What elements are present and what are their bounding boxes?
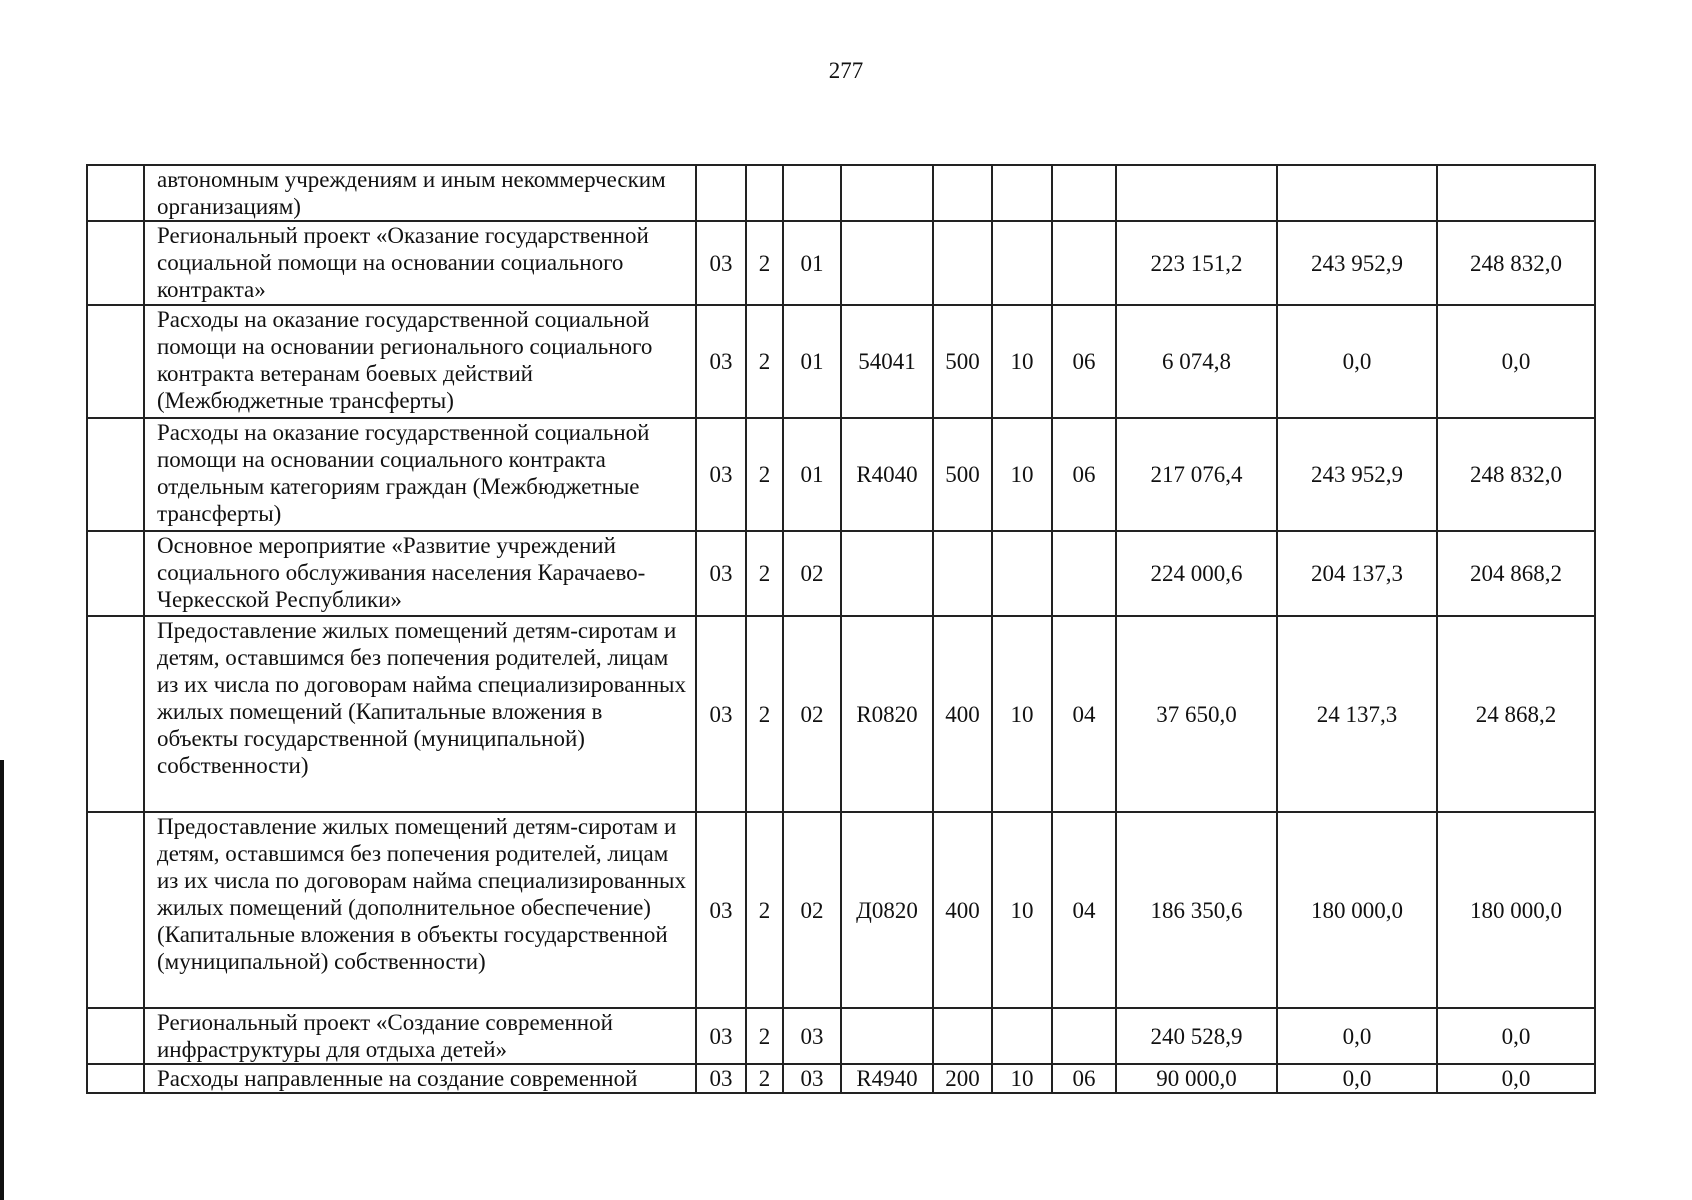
row-number-cell <box>87 531 144 616</box>
code-subsection <box>1052 221 1116 305</box>
amount-year-2 <box>1277 165 1437 221</box>
code-subsection: 06 <box>1052 418 1116 531</box>
code-subprogram: 2 <box>746 616 783 812</box>
code-direction <box>841 165 933 221</box>
table-row <box>87 616 1595 812</box>
code-subsection <box>1052 531 1116 616</box>
amount-year-3: 204 868,2 <box>1437 531 1595 616</box>
code-program: 03 <box>696 1008 746 1064</box>
code-event: 01 <box>783 221 841 305</box>
amount-year-1: 217 076,4 <box>1116 418 1277 531</box>
code-subprogram: 2 <box>746 221 783 305</box>
amount-year-3: 24 868,2 <box>1437 616 1595 812</box>
row-description: Расходы направленные на создание современной <box>144 1064 696 1093</box>
code-direction <box>841 1008 933 1064</box>
amount-year-2: 180 000,0 <box>1277 812 1437 1008</box>
table-row <box>87 418 1595 531</box>
amount-year-3: 0,0 <box>1437 1064 1595 1093</box>
code-program: 03 <box>696 418 746 531</box>
code-event: 01 <box>783 418 841 531</box>
row-number-cell <box>87 418 144 531</box>
code-expense-type: 400 <box>933 616 992 812</box>
code-direction <box>841 531 933 616</box>
code-subsection: 06 <box>1052 305 1116 418</box>
code-direction: Д0820 <box>841 812 933 1008</box>
code-subsection: 04 <box>1052 812 1116 1008</box>
scan-edge-line <box>0 760 4 1200</box>
table-row <box>87 305 1595 418</box>
code-subsection <box>1052 1008 1116 1064</box>
amount-year-2: 243 952,9 <box>1277 418 1437 531</box>
row-description: Региональный проект «Оказание государственной социальной помощи на основании социального контракта» <box>144 221 696 305</box>
amount-year-3: 0,0 <box>1437 305 1595 418</box>
amount-year-3: 180 000,0 <box>1437 812 1595 1008</box>
code-program: 03 <box>696 812 746 1008</box>
code-event <box>783 165 841 221</box>
code-program: 03 <box>696 616 746 812</box>
row-number-cell <box>87 221 144 305</box>
row-number-cell <box>87 305 144 418</box>
code-section: 10 <box>992 418 1052 531</box>
code-program: 03 <box>696 305 746 418</box>
code-subsection: 06 <box>1052 1064 1116 1093</box>
row-description: автономным учреждениям и иным некоммерческим организациям) <box>144 165 696 221</box>
row-number-cell <box>87 1064 144 1093</box>
amount-year-3: 248 832,0 <box>1437 221 1595 305</box>
amount-year-3 <box>1437 165 1595 221</box>
amount-year-3: 0,0 <box>1437 1008 1595 1064</box>
code-event: 01 <box>783 305 841 418</box>
code-section <box>992 221 1052 305</box>
code-section <box>992 531 1052 616</box>
code-subsection <box>1052 165 1116 221</box>
table-row <box>87 531 1595 616</box>
code-program: 03 <box>696 531 746 616</box>
amount-year-3: 248 832,0 <box>1437 418 1595 531</box>
amount-year-2: 0,0 <box>1277 1064 1437 1093</box>
code-expense-type <box>933 165 992 221</box>
code-expense-type: 500 <box>933 418 992 531</box>
amount-year-1: 240 528,9 <box>1116 1008 1277 1064</box>
row-number-cell <box>87 812 144 1008</box>
code-event: 03 <box>783 1008 841 1064</box>
code-section: 10 <box>992 1064 1052 1093</box>
amount-year-2: 0,0 <box>1277 305 1437 418</box>
code-direction: R4940 <box>841 1064 933 1093</box>
amount-year-1: 186 350,6 <box>1116 812 1277 1008</box>
budget-table <box>86 164 1596 1094</box>
table-row <box>87 1064 1595 1093</box>
code-expense-type: 500 <box>933 305 992 418</box>
code-subprogram: 2 <box>746 1008 783 1064</box>
code-subprogram: 2 <box>746 812 783 1008</box>
row-number-cell <box>87 616 144 812</box>
code-expense-type: 400 <box>933 812 992 1008</box>
code-subprogram: 2 <box>746 531 783 616</box>
code-event: 02 <box>783 531 841 616</box>
row-description: Расходы на оказание государственной социальной помощи на основании регионального социального контракта ветеранам боевых действий (Межбюджетные трансферты) <box>144 305 696 418</box>
table-row <box>87 221 1595 305</box>
amount-year-2: 204 137,3 <box>1277 531 1437 616</box>
table-body <box>87 165 1595 1093</box>
code-program: 03 <box>696 1064 746 1093</box>
row-description: Расходы на оказание государственной социальной помощи на основании социального контракта отдельным категориям граждан (Межбюджетные трансферты) <box>144 418 696 531</box>
amount-year-2: 0,0 <box>1277 1008 1437 1064</box>
row-description: Региональный проект «Создание современной инфраструктуры для отдыха детей» <box>144 1008 696 1064</box>
code-expense-type <box>933 1008 992 1064</box>
code-direction: R0820 <box>841 616 933 812</box>
code-section <box>992 165 1052 221</box>
amount-year-2: 24 137,3 <box>1277 616 1437 812</box>
code-subprogram: 2 <box>746 305 783 418</box>
code-subprogram: 2 <box>746 418 783 531</box>
code-program <box>696 165 746 221</box>
code-section: 10 <box>992 305 1052 418</box>
amount-year-1 <box>1116 165 1277 221</box>
row-description: Предоставление жилых помещений детям-сиротам и детям, оставшимся без попечения родителей, лицам из их числа по договорам найма специализированных жилых помещений (Капитальные вложения в объекты государственной (муниципальной) собственности) <box>144 616 696 812</box>
code-direction: 54041 <box>841 305 933 418</box>
code-expense-type <box>933 221 992 305</box>
row-number-cell <box>87 1008 144 1064</box>
row-number-cell <box>87 165 144 221</box>
table-row <box>87 812 1595 1008</box>
code-section: 10 <box>992 812 1052 1008</box>
row-description: Предоставление жилых помещений детям-сиротам и детям, оставшимся без попечения родителей, лицам из их числа по договорам найма специализированных жилых помещений (дополнительное обеспечение) (Капитальные вложения в объекты государственной (муниципальной) собственности) <box>144 812 696 1008</box>
code-expense-type: 200 <box>933 1064 992 1093</box>
table-row <box>87 165 1595 221</box>
amount-year-1: 6 074,8 <box>1116 305 1277 418</box>
amount-year-2: 243 952,9 <box>1277 221 1437 305</box>
code-program: 03 <box>696 221 746 305</box>
code-event: 02 <box>783 812 841 1008</box>
amount-year-1: 90 000,0 <box>1116 1064 1277 1093</box>
code-subprogram: 2 <box>746 1064 783 1093</box>
table-row <box>87 1008 1595 1064</box>
code-event: 02 <box>783 616 841 812</box>
amount-year-1: 224 000,6 <box>1116 531 1277 616</box>
amount-year-1: 37 650,0 <box>1116 616 1277 812</box>
page-number: 277 <box>828 58 864 83</box>
row-description: Основное мероприятие «Развитие учреждений социального обслуживания населения Карачаево-Черкесской Республики» <box>144 531 696 616</box>
code-section <box>992 1008 1052 1064</box>
code-expense-type <box>933 531 992 616</box>
code-event: 03 <box>783 1064 841 1093</box>
code-section: 10 <box>992 616 1052 812</box>
amount-year-1: 223 151,2 <box>1116 221 1277 305</box>
code-direction <box>841 221 933 305</box>
code-direction: R4040 <box>841 418 933 531</box>
code-subprogram <box>746 165 783 221</box>
code-subsection: 04 <box>1052 616 1116 812</box>
